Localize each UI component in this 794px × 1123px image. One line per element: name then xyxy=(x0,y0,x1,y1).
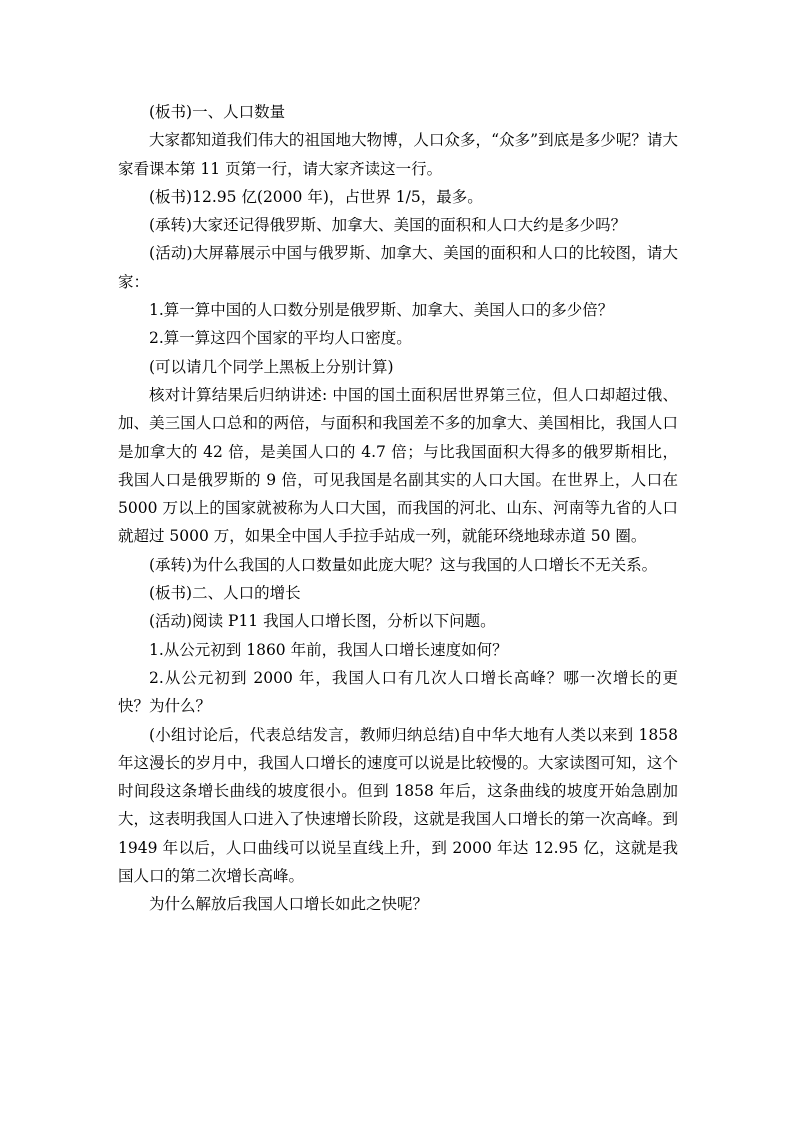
paragraph-transition-2: (承转)为什么我国的人口数量如此庞大呢？这与我国的人口增长不无关系。 xyxy=(149,555,658,574)
heading-population-growth: (板书)二、人口的增长 xyxy=(149,584,301,603)
document-body xyxy=(118,98,678,919)
list-item-question-4: 2.从公元初到 2000 年，我国人口有几次人口增长高峰？哪一次增长的更快？为什么？ xyxy=(118,668,678,716)
paragraph-summary-2: (小组讨论后，代表总结发言，教师归纳总结)自中华大地有人类以来到 1858 年这漫长的岁月中，我国人口增长的速度可以说是比较慢的。大家读图可知，这个时间段这条增长曲线的坡度很小。但到 1858 年后，这条曲线的坡度开始急剧加大，这表明我国人口进入了快速增长阶段，这就是我国人口增长的第一次高峰。到 1949 年以后，人口曲线可以说呈直线上升，到 2000 年达 12.95 亿，这就是我国人口的第二次增长高峰。 xyxy=(118,725,678,886)
heading-population-count: (板书)一、人口数量 xyxy=(149,103,286,121)
paragraph-closing-question: 为什么解放后我国人口增长如此之快呢？ xyxy=(149,895,429,914)
paragraph-transition-1: (承转)大家还记得俄罗斯、加拿大、美国的面积和人口大约是多少吗？ xyxy=(149,216,627,235)
paragraph-activity-2: (活动)阅读 P11 我国人口增长图，分析以下问题。 xyxy=(149,612,496,631)
paragraph-intro: 大家都知道我们伟大的祖国地大物博，人口众多，“众多”到底是多少呢？请大家看课本第 11 页第一行，请大家齐读这一行。 xyxy=(118,131,678,178)
list-item-question-1: 1.算一算中国的人口数分别是俄罗斯、加拿大、美国人口的多少倍？ xyxy=(149,301,614,320)
paragraph-note: (可以请几个同学上黑板上分别计算) xyxy=(149,357,394,376)
paragraph-summary-1: 核对计算结果后归纳讲述: 中国的国土面积居世界第三位，但人口却超过俄、加、美三国人口总和的两倍，与面积和我国差不多的加拿大、美国相比，我国人口是加拿大的 42 倍，是美国人口的 4.7 倍；与比我国面积大得多的俄罗斯相比，我国人口是俄罗斯的 9 倍，可见我国是名副其实的人口大国。在世界上，人口在 5000 万以上的国家就被称为人口大国，而我国的河北、山东、河南等九省的人口就超过 5000 万，如果全中国人手拉手站成一列，就能环绕地球赤道 50 圈。 xyxy=(118,385,678,546)
list-item-question-3: 1.从公元初到 1860 年前，我国人口增长速度如何？ xyxy=(149,640,508,659)
list-item-question-2: 2.算一算这四个国家的平均人口密度。 xyxy=(149,329,412,348)
paragraph-activity-1: (活动)大屏幕展示中国与俄罗斯、加拿大、美国的面积和人口的比较图，请大家： xyxy=(118,244,678,291)
paragraph-board-figure: (板书)12.95 亿(2000 年)，占世界 1/5，最多。 xyxy=(149,187,483,206)
